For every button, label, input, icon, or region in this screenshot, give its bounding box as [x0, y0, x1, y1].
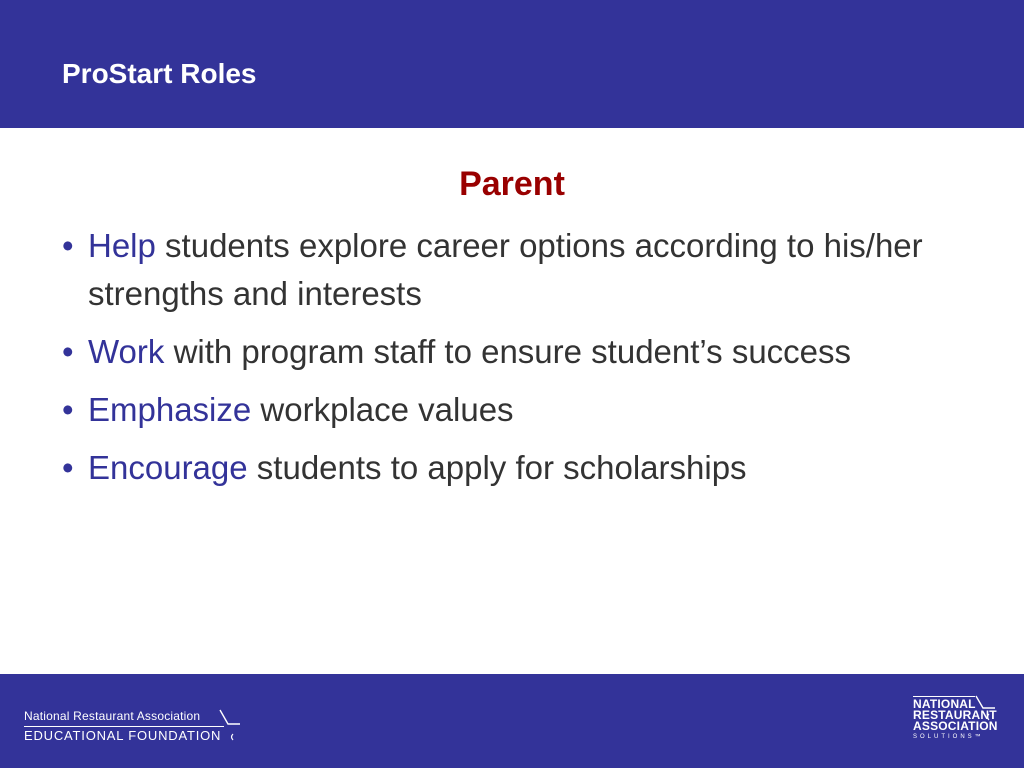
- association-logo-line4: SOLUTIONS™: [913, 734, 984, 740]
- logo-mark-icon: [218, 708, 242, 744]
- foundation-logo-line2: EDUCATIONAL FOUNDATION: [24, 728, 222, 743]
- logo-mark-icon: [973, 694, 999, 724]
- bullet-item: [62, 328, 942, 376]
- bullet-text: students to apply for scholarships: [247, 449, 747, 486]
- slide-title: ProStart Roles: [62, 58, 257, 89]
- foundation-logo-line1: National Restaurant Association: [24, 708, 224, 727]
- bullet-dot: •: [62, 227, 74, 264]
- bullet-text: workplace values: [251, 391, 514, 428]
- bullet-keyword: Work: [88, 333, 165, 370]
- slide-subtitle: Parent: [459, 165, 565, 203]
- bullet-item: [62, 444, 942, 492]
- header-bar: [0, 0, 1024, 128]
- bullet-dot: •: [62, 333, 74, 370]
- bullet-text: with program staff to ensure student’s success: [164, 333, 852, 370]
- bullet-keyword: Emphasize: [88, 391, 252, 428]
- foundation-logo: [24, 708, 224, 745]
- bullet-dot: •: [62, 449, 74, 486]
- footer-bar: [0, 674, 1024, 768]
- bullet-dot: •: [62, 391, 74, 428]
- association-logo-line3: ASSOCIATION: [913, 719, 998, 733]
- bullet-text: students explore career options according to his/her strengths and interests: [88, 227, 923, 312]
- bullet-keyword: Encourage: [88, 449, 248, 486]
- bullet-item: [62, 222, 942, 318]
- association-logo: [913, 696, 1009, 742]
- association-logo-line1: NATIONAL: [913, 697, 976, 711]
- bullet-list: [62, 222, 942, 502]
- bullet-item: [62, 386, 942, 434]
- bullet-keyword: Help: [88, 227, 156, 264]
- association-logo-line2: RESTAURANT: [913, 708, 997, 722]
